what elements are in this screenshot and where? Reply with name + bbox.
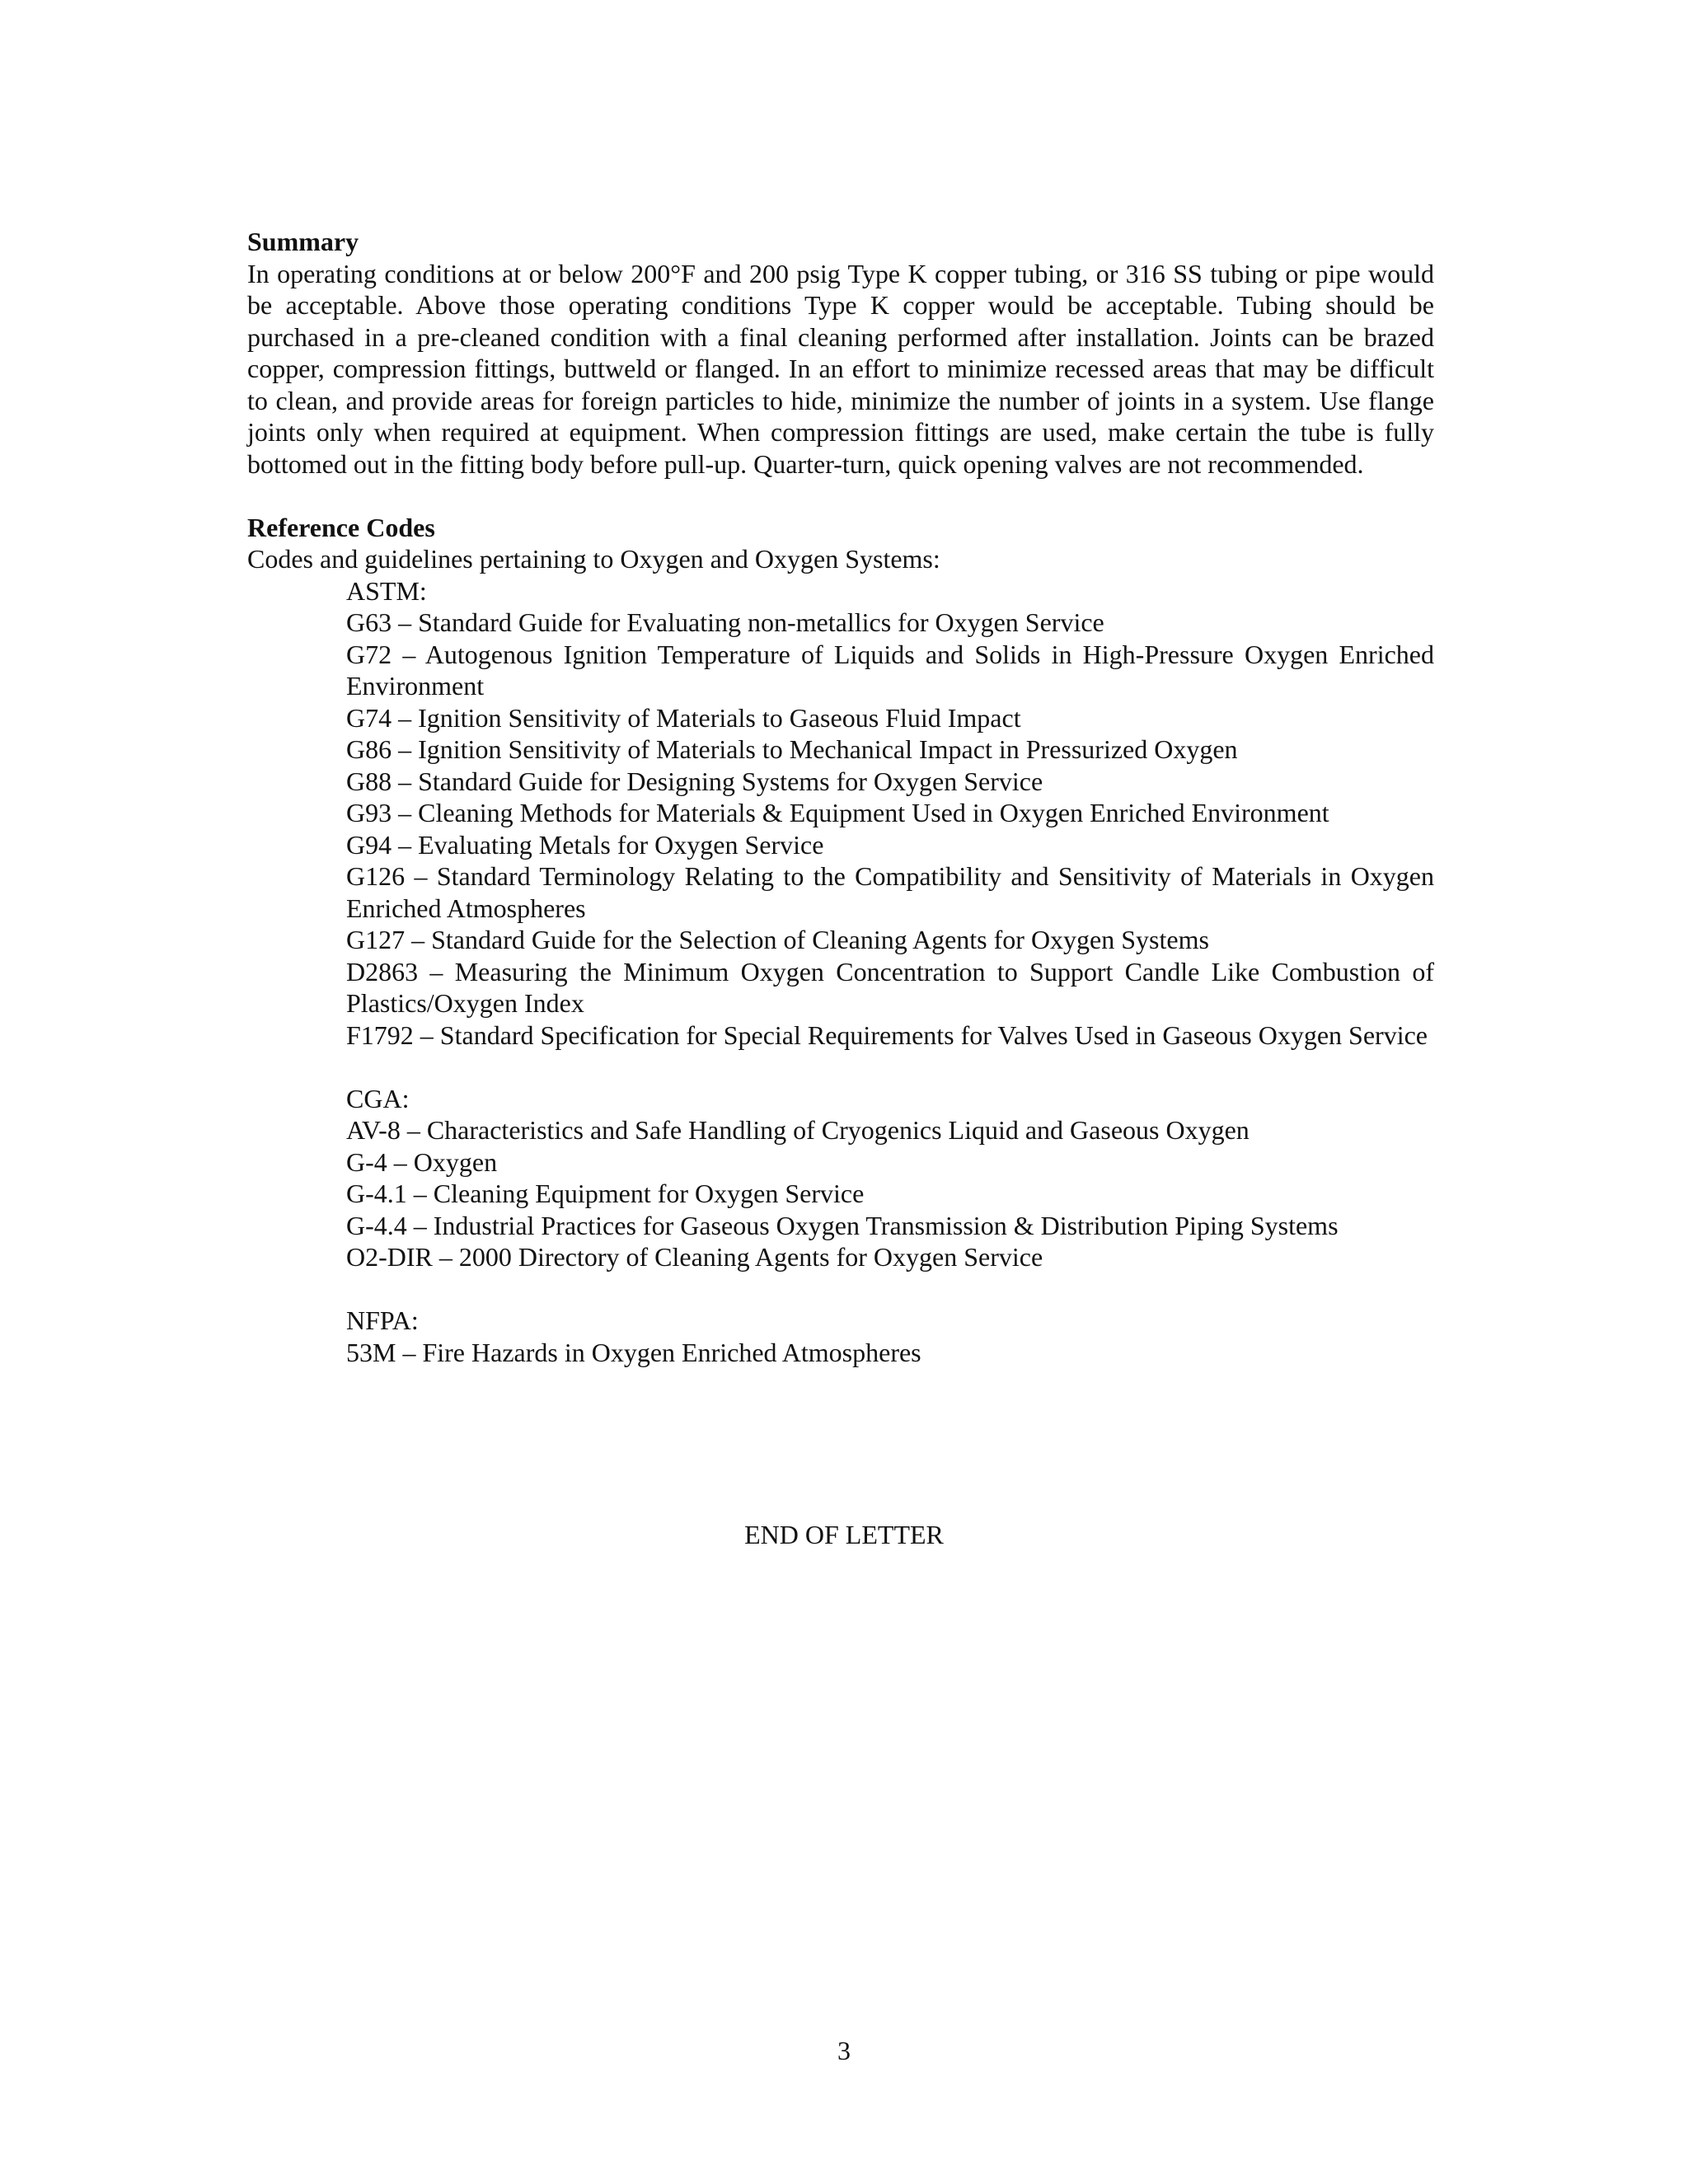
list-item: G88 – Standard Guide for Designing Systems for Oxygen Service	[346, 766, 1043, 796]
summary-heading: Summary	[247, 227, 359, 256]
summary-paragraph: In operating conditions at or below 200°F and 200 psig Type K copper tubing, or 316 SS tubing or pipe would be acceptable. Above those operating conditions Type K copper would be acceptable. Tubing should be purchased in a pre-cleaned condition with a final cleaning performed after installation. Joints can be brazed copper, compression fittings, buttweld or flanged. In an effort to minimize recessed areas that may be difficult to clean, and provide areas for foreign particles to hide, minimize the number of joints in a system. Use flange joints only when required at equipment. When compression fittings are used, make certain the tube is fully bottomed out in the fitting body before pull-up. Quarter-turn, quick opening valves are not recommended.	[247, 258, 1434, 479]
end-of-letter: END OF LETTER	[744, 1520, 944, 1549]
list-item: 53M – Fire Hazards in Oxygen Enriched Atmospheres	[346, 1337, 921, 1367]
list-item: G74 – Ignition Sensitivity of Materials to Gaseous Fluid Impact	[346, 702, 1021, 733]
list-item: O2-DIR – 2000 Directory of Cleaning Agents for Oxygen Service	[346, 1242, 1043, 1272]
spacer	[346, 1273, 1434, 1305]
reference-codes-intro: Codes and guidelines pertaining to Oxygen and Oxygen Systems:	[247, 544, 940, 574]
cga-label: CGA:	[346, 1083, 410, 1113]
spacer	[346, 1051, 1434, 1083]
astm-label: ASTM:	[346, 575, 427, 606]
spacer	[247, 480, 1434, 512]
reference-codes-heading: Reference Codes	[247, 512, 435, 542]
list-item: G-4.4 – Industrial Practices for Gaseous Oxygen Transmission & Distribution Piping Systems	[346, 1210, 1339, 1240]
page-number: 3	[837, 2036, 851, 2065]
list-item: F1792 – Standard Specification for Special Requirements for Valves Used in Gaseous Oxygen Service	[346, 1019, 1428, 1050]
astm-section	[346, 575, 1434, 1369]
nfpa-list	[346, 1337, 1434, 1369]
list-item: G94 – Evaluating Metals for Oxygen Service	[346, 829, 824, 860]
astm-list	[346, 607, 1434, 1051]
list-item: G72 – Autogenous Ignition Temperature of Liquids and Solids in High-Pressure Oxygen Enriched Environment	[346, 639, 1434, 701]
list-item: G63 – Standard Guide for Evaluating non-metallics for Oxygen Service	[346, 607, 1104, 637]
document-body	[247, 226, 1434, 1368]
list-item: G126 – Standard Terminology Relating to the Compatibility and Sensitivity of Materials in Oxygen Enriched Atmospheres	[346, 861, 1434, 923]
cga-list	[346, 1114, 1434, 1273]
list-item: G127 – Standard Guide for the Selection of Cleaning Agents for Oxygen Systems	[346, 925, 1209, 954]
list-item: D2863 – Measuring the Minimum Oxygen Concentration to Support Candle Like Combustion of Plastics/Oxygen Index	[346, 956, 1434, 1018]
nfpa-label: NFPA:	[346, 1305, 419, 1335]
list-item: G93 – Cleaning Methods for Materials & Equipment Used in Oxygen Enriched Environment	[346, 798, 1329, 827]
list-item: G-4 – Oxygen	[346, 1146, 498, 1177]
list-item: G86 – Ignition Sensitivity of Materials to Mechanical Impact in Pressurized Oxygen	[346, 734, 1238, 764]
list-item: AV-8 – Characteristics and Safe Handling of Cryogenics Liquid and Gaseous Oxygen	[346, 1115, 1250, 1145]
list-item: G-4.1 – Cleaning Equipment for Oxygen Service	[346, 1179, 865, 1208]
